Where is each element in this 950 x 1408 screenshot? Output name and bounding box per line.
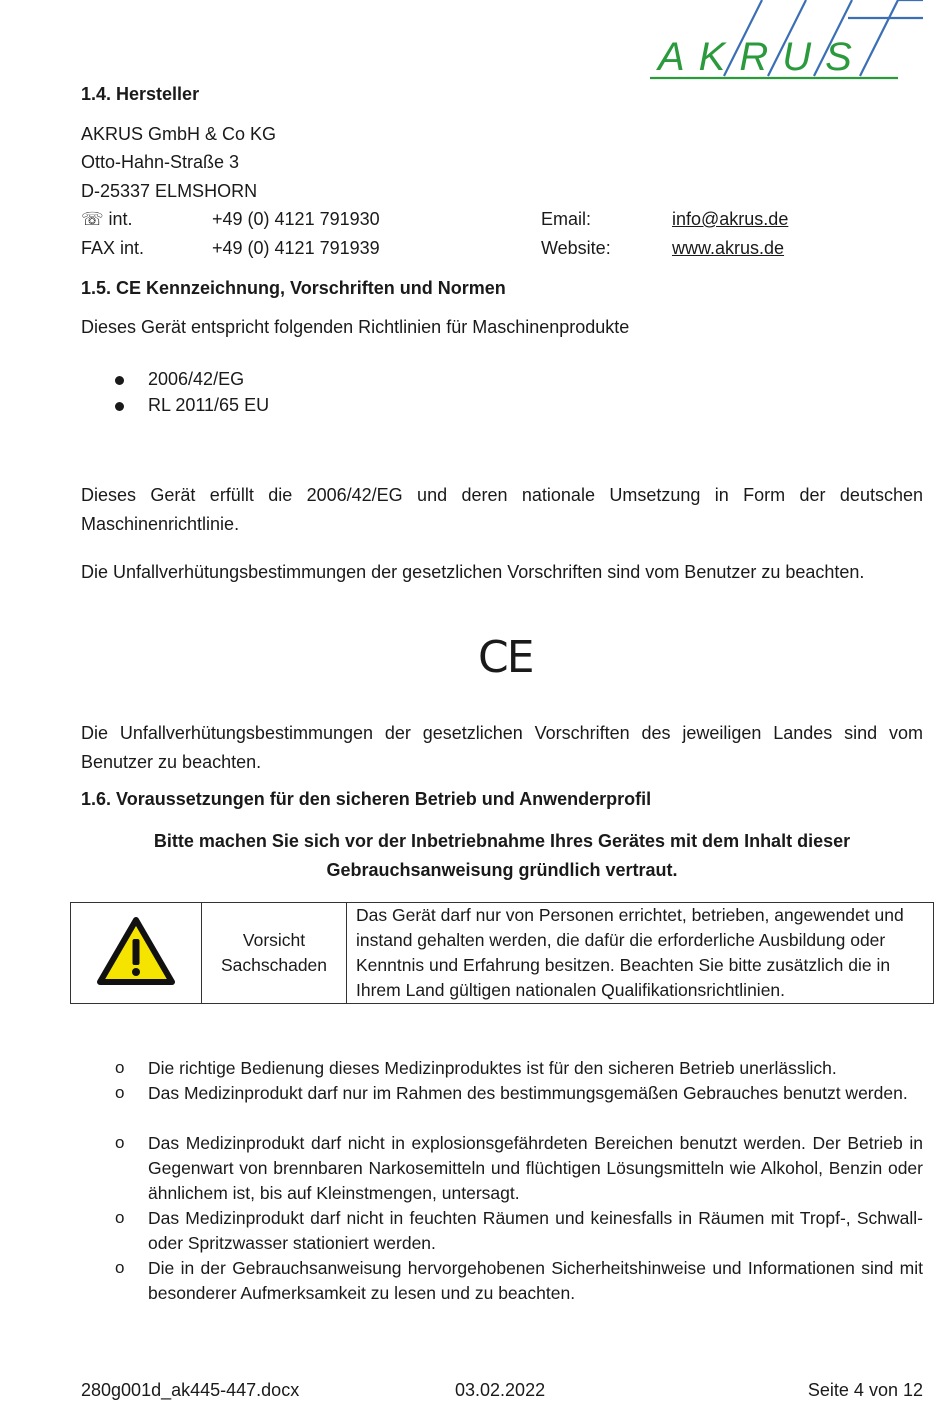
safety-notice: Bitte machen Sie sich vor der Inbetriebnahme Ihres Gerätes mit dem Inhalt dieser Gebrauchsanweisung gründlich vertraut. [153,831,851,880]
phone-number: +49 (0) 4121 791930 [212,209,380,229]
phone-label: int. [108,209,133,229]
section-heading-ce: 1.5. CE Kennzeichnung, Vorschriften und Normen [81,278,506,298]
warning-label-line1: Vorsicht [242,930,306,950]
logo-text: AKRUS [658,35,866,79]
list-marker: o [115,1058,125,1077]
list-item: Die in der Gebrauchsanweisung hervorgehobenen Sicherheitshinweise und Informationen sind mit besonderer Aufmerksamkeit zu lesen und zu beachten. [148,1258,923,1303]
warning-label-cell [202,903,347,1004]
list-item: Das Medizinprodukt darf nicht in feuchten Räumen und keinesfalls in Räumen mit Tropf-, Schwall- oder Spritzwasser stationiert werden. [148,1208,923,1253]
list-marker: o [115,1258,125,1277]
warning-table [70,902,934,1004]
warning-triangle-icon [96,915,176,987]
website-link[interactable]: www.akrus.de [672,238,785,258]
ce-mark-icon: CE [478,632,533,683]
ce-paragraph-1: Dieses Gerät erfüllt die 2006/42/EG und deren nationale Umsetzung in Form der deutschen Maschinenrichtlinie. [81,485,923,534]
fax-label: FAX int. [81,238,145,258]
phone-line [81,209,133,230]
akrus-logo [648,0,923,84]
section-heading-hersteller: 1.4. Hersteller [81,84,200,104]
telephone-icon: ☏ [81,209,104,229]
city-address: D-25337 ELMSHORN [81,181,258,201]
list-marker: o [115,1083,125,1102]
ce-paragraph-2: Die Unfallverhütungsbestimmungen der gesetzlichen Vorschriften sind vom Benutzer zu beachten. [81,562,865,582]
directive-item: RL 2011/65 EU [148,395,270,415]
list-item: Die richtige Bedienung dieses Medizinproduktes ist für den sicheren Betrieb unerlässlich. [148,1058,837,1078]
directive-item: 2006/42/EG [148,369,245,389]
list-item: Das Medizinprodukt darf nur im Rahmen des bestimmungsgemäßen Gebrauches benutzt werden. [148,1083,908,1103]
warning-text-cell: Das Gerät darf nur von Personen errichtet, betrieben, angewendet und instand gehalten werden, die dafür die erforderliche Ausbildung oder Kenntnis und Erfahrung besitzen. Beachten Sie bitte zusätzlich die in Ihrem Land gültigen nationalen Qualifikationsrichtlinien. [347,903,934,1004]
company-name: AKRUS GmbH & Co KG [81,124,277,144]
list-marker: o [115,1208,125,1227]
list-marker: o [115,1133,125,1152]
list-item: Das Medizinprodukt darf nicht in explosionsgefährdeten Bereichen benutzt werden. Der Betrieb in Gegenwart von brennbaren Narkosemitteln und flüchtigen Lösungsmitteln wie Alkohol, Benzin oder ähnlichem ist, bis auf Kleinstmengen, untersagt. [148,1133,923,1203]
bullet-icon [115,376,124,385]
section-heading-safety: 1.6. Voraussetzungen für den sicheren Betrieb und Anwenderprofil [81,789,652,809]
ce-paragraph-3: Die Unfallverhütungsbestimmungen der gesetzlichen Vorschriften des jeweiligen Landes sind vom Benutzer zu beachten. [81,723,923,772]
email-link[interactable]: info@akrus.de [672,209,789,229]
footer-page-number: Seite 4 von 12 [807,1380,923,1400]
bullet-icon [115,402,124,411]
directives-intro: Dieses Gerät entspricht folgenden Richtlinien für Maschinenprodukte [81,317,630,337]
footer-date: 03.02.2022 [455,1380,546,1400]
fax-number: +49 (0) 4121 791939 [212,238,380,258]
website-label: Website: [541,238,611,258]
warning-label-line2: Sachschaden [220,955,328,975]
footer-filename: 280g001d_ak445-447.docx [81,1380,300,1400]
email-label: Email: [541,209,592,229]
street-address: Otto-Hahn-Straße 3 [81,152,240,172]
warning-icon-cell [71,903,202,1004]
